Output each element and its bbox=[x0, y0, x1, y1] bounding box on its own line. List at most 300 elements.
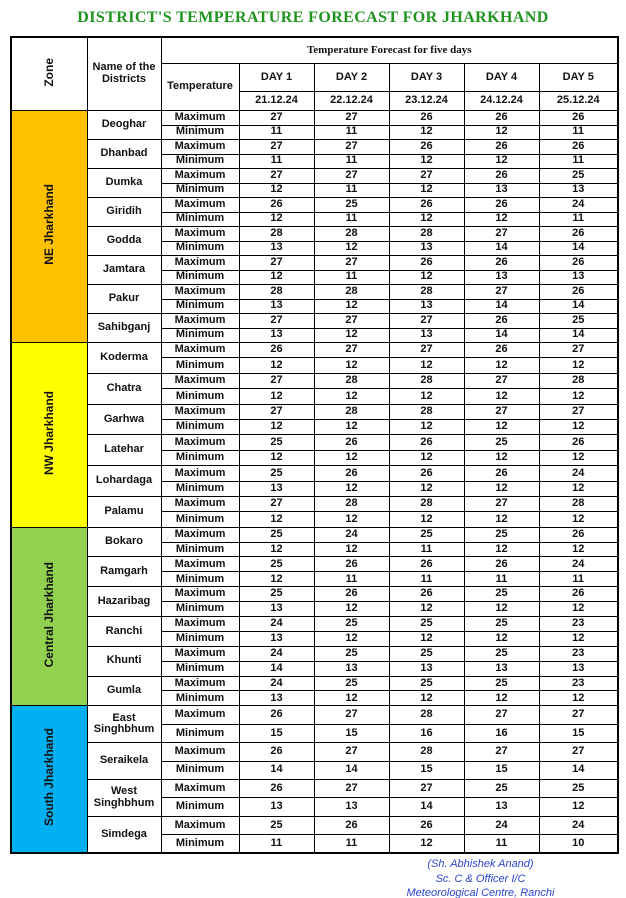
temp-value-day1: 13 bbox=[239, 798, 314, 816]
temp-value-day2: 13 bbox=[314, 798, 389, 816]
temp-value-day5: 12 bbox=[539, 358, 618, 373]
temp-value-day4: 13 bbox=[464, 661, 539, 676]
temp-value-day1: 12 bbox=[239, 212, 314, 227]
temp-value-day3: 16 bbox=[389, 724, 464, 742]
temp-value-day5: 12 bbox=[539, 631, 618, 646]
temp-row-label: Minimum bbox=[161, 183, 239, 198]
temp-value-day2: 12 bbox=[314, 299, 389, 314]
temp-value-day2: 28 bbox=[314, 373, 389, 388]
temp-value-day2: 12 bbox=[314, 481, 389, 496]
table-row bbox=[11, 743, 618, 761]
temp-value-day4: 27 bbox=[464, 373, 539, 388]
temp-value-day1: 13 bbox=[239, 631, 314, 646]
temp-value-day1: 11 bbox=[239, 125, 314, 140]
temp-value-day4: 26 bbox=[464, 314, 539, 329]
temp-row-label: Maximum bbox=[161, 256, 239, 271]
temp-value-day5: 14 bbox=[539, 241, 618, 256]
temp-value-day2: 25 bbox=[314, 646, 389, 661]
table-row bbox=[11, 343, 618, 358]
temp-value-day1: 24 bbox=[239, 646, 314, 661]
temp-row-label: Maximum bbox=[161, 557, 239, 572]
temp-value-day2: 27 bbox=[314, 111, 389, 126]
temp-value-day2: 26 bbox=[314, 816, 389, 834]
table-header bbox=[11, 37, 618, 111]
temp-row-label: Minimum bbox=[161, 835, 239, 853]
temp-value-day2: 11 bbox=[314, 212, 389, 227]
temp-value-day3: 26 bbox=[389, 435, 464, 450]
temp-value-day1: 12 bbox=[239, 572, 314, 587]
temp-value-day2: 12 bbox=[314, 389, 389, 404]
temp-value-day4: 12 bbox=[464, 125, 539, 140]
zone-label bbox=[11, 706, 87, 853]
temp-row-label: Minimum bbox=[161, 450, 239, 465]
temp-value-day1: 12 bbox=[239, 450, 314, 465]
temp-row-label: Maximum bbox=[161, 496, 239, 511]
temp-value-day5: 12 bbox=[539, 542, 618, 557]
temp-value-day5: 24 bbox=[539, 198, 618, 213]
temp-value-day4: 12 bbox=[464, 512, 539, 527]
temp-row-label: Maximum bbox=[161, 646, 239, 661]
temp-value-day5: 11 bbox=[539, 154, 618, 169]
temp-value-day4: 27 bbox=[464, 404, 539, 419]
temp-row-label: Maximum bbox=[161, 198, 239, 213]
temp-row-label: Maximum bbox=[161, 779, 239, 797]
temp-row-label: Minimum bbox=[161, 798, 239, 816]
temp-value-day5: 26 bbox=[539, 527, 618, 542]
zone-label-text: South Jharkhand bbox=[41, 728, 56, 827]
day-header-5: DAY 5 bbox=[539, 64, 618, 92]
temp-value-day4: 25 bbox=[464, 676, 539, 691]
district-name: Seraikela bbox=[87, 743, 161, 780]
temp-value-day3: 12 bbox=[389, 212, 464, 227]
temp-row-label: Maximum bbox=[161, 466, 239, 481]
temp-value-day2: 11 bbox=[314, 270, 389, 285]
temp-value-day1: 28 bbox=[239, 285, 314, 300]
temp-value-day1: 12 bbox=[239, 183, 314, 198]
temp-value-day5: 14 bbox=[539, 328, 618, 343]
temp-value-day2: 12 bbox=[314, 328, 389, 343]
temp-row-label: Maximum bbox=[161, 706, 239, 724]
temp-row-label: Minimum bbox=[161, 299, 239, 314]
temp-row-label: Minimum bbox=[161, 691, 239, 706]
zone-column-header bbox=[11, 37, 87, 111]
temp-row-label: Minimum bbox=[161, 389, 239, 404]
temp-value-day4: 26 bbox=[464, 256, 539, 271]
temp-row-label: Maximum bbox=[161, 676, 239, 691]
page-title: DISTRICT'S TEMPERATURE FORECAST FOR JHARKHAND bbox=[77, 9, 549, 26]
temp-value-day4: 14 bbox=[464, 241, 539, 256]
temp-value-day4: 11 bbox=[464, 835, 539, 853]
temp-value-day2: 27 bbox=[314, 314, 389, 329]
temp-value-day4: 25 bbox=[464, 527, 539, 542]
temp-value-day2: 24 bbox=[314, 527, 389, 542]
district-name: Simdega bbox=[87, 816, 161, 853]
temp-value-day4: 27 bbox=[464, 227, 539, 242]
temp-value-day2: 27 bbox=[314, 343, 389, 358]
date-header-4: 24.12.24 bbox=[464, 92, 539, 111]
temp-value-day3: 26 bbox=[389, 466, 464, 481]
temp-value-day3: 26 bbox=[389, 256, 464, 271]
temp-value-day4: 12 bbox=[464, 602, 539, 617]
temp-value-day5: 23 bbox=[539, 617, 618, 632]
table-row bbox=[11, 779, 618, 797]
temp-value-day3: 12 bbox=[389, 419, 464, 434]
temp-value-day1: 26 bbox=[239, 743, 314, 761]
temp-value-day5: 24 bbox=[539, 557, 618, 572]
temp-value-day2: 28 bbox=[314, 496, 389, 511]
temp-value-day5: 28 bbox=[539, 496, 618, 511]
district-name: Dumka bbox=[87, 169, 161, 198]
district-name: Jamtara bbox=[87, 256, 161, 285]
temp-value-day4: 12 bbox=[464, 212, 539, 227]
temp-value-day5: 12 bbox=[539, 798, 618, 816]
temp-value-day3: 12 bbox=[389, 631, 464, 646]
temp-value-day3: 25 bbox=[389, 676, 464, 691]
temp-value-day1: 27 bbox=[239, 373, 314, 388]
district-name: Garhwa bbox=[87, 404, 161, 435]
temp-value-day4: 16 bbox=[464, 724, 539, 742]
temp-value-day1: 27 bbox=[239, 169, 314, 184]
temp-value-day1: 27 bbox=[239, 404, 314, 419]
temp-value-day2: 13 bbox=[314, 661, 389, 676]
temp-row-label: Maximum bbox=[161, 169, 239, 184]
temp-value-day3: 12 bbox=[389, 358, 464, 373]
temp-value-day5: 23 bbox=[539, 646, 618, 661]
temp-value-day1: 13 bbox=[239, 299, 314, 314]
date-header-5: 25.12.24 bbox=[539, 92, 618, 111]
temp-value-day4: 27 bbox=[464, 743, 539, 761]
signature-block bbox=[363, 857, 598, 898]
temp-value-day3: 28 bbox=[389, 743, 464, 761]
temp-value-day3: 12 bbox=[389, 270, 464, 285]
temp-value-day3: 13 bbox=[389, 241, 464, 256]
temp-value-day3: 12 bbox=[389, 835, 464, 853]
temp-value-day2: 27 bbox=[314, 169, 389, 184]
temp-row-label: Minimum bbox=[161, 481, 239, 496]
temp-value-day2: 27 bbox=[314, 256, 389, 271]
temp-value-day2: 26 bbox=[314, 557, 389, 572]
temp-value-day5: 27 bbox=[539, 343, 618, 358]
table-body bbox=[11, 111, 618, 854]
temp-value-day5: 26 bbox=[539, 140, 618, 155]
district-name: Chatra bbox=[87, 373, 161, 404]
temp-value-day5: 15 bbox=[539, 724, 618, 742]
temp-value-day5: 24 bbox=[539, 816, 618, 834]
temp-value-day2: 12 bbox=[314, 358, 389, 373]
signature-name: (Sh. Abhishek Anand) bbox=[427, 858, 534, 870]
temp-value-day5: 12 bbox=[539, 419, 618, 434]
district-name: Ramgarh bbox=[87, 557, 161, 587]
table-row bbox=[11, 314, 618, 329]
temp-value-day3: 13 bbox=[389, 661, 464, 676]
temp-value-day4: 13 bbox=[464, 270, 539, 285]
temp-value-day5: 27 bbox=[539, 706, 618, 724]
temp-value-day1: 24 bbox=[239, 617, 314, 632]
temp-value-day4: 12 bbox=[464, 154, 539, 169]
temp-row-label: Minimum bbox=[161, 328, 239, 343]
temp-value-day1: 25 bbox=[239, 557, 314, 572]
date-header-1: 21.12.24 bbox=[239, 92, 314, 111]
table-row bbox=[11, 404, 618, 419]
temp-value-day1: 14 bbox=[239, 761, 314, 779]
day-header-3: DAY 3 bbox=[389, 64, 464, 92]
temp-value-day5: 26 bbox=[539, 111, 618, 126]
temp-value-day4: 12 bbox=[464, 358, 539, 373]
temp-value-day3: 25 bbox=[389, 646, 464, 661]
table-row bbox=[11, 435, 618, 450]
table-row bbox=[11, 706, 618, 724]
temp-value-day1: 13 bbox=[239, 328, 314, 343]
temp-row-label: Minimum bbox=[161, 125, 239, 140]
temp-row-label: Minimum bbox=[161, 241, 239, 256]
table-row bbox=[11, 285, 618, 300]
temp-value-day4: 12 bbox=[464, 542, 539, 557]
table-row bbox=[11, 373, 618, 388]
temp-row-label: Maximum bbox=[161, 617, 239, 632]
temp-value-day1: 11 bbox=[239, 154, 314, 169]
district-name: Latehar bbox=[87, 435, 161, 466]
district-name: Sahibganj bbox=[87, 314, 161, 343]
temp-value-day1: 26 bbox=[239, 779, 314, 797]
temp-row-label: Maximum bbox=[161, 816, 239, 834]
table-row bbox=[11, 676, 618, 691]
temp-value-day1: 25 bbox=[239, 435, 314, 450]
district-name: Ranchi bbox=[87, 617, 161, 647]
table-row bbox=[11, 198, 618, 213]
district-name: Palamu bbox=[87, 496, 161, 527]
signature-title: Sc. C & Officer I/C bbox=[435, 872, 526, 885]
temp-value-day2: 15 bbox=[314, 724, 389, 742]
temp-value-day1: 11 bbox=[239, 835, 314, 853]
district-name: Bokaro bbox=[87, 527, 161, 557]
temp-value-day4: 25 bbox=[464, 435, 539, 450]
temp-value-day5: 12 bbox=[539, 389, 618, 404]
district-name: Giridih bbox=[87, 198, 161, 227]
district-name: Gumla bbox=[87, 676, 161, 706]
temp-value-day2: 12 bbox=[314, 512, 389, 527]
temp-value-day4: 27 bbox=[464, 496, 539, 511]
temp-row-label: Minimum bbox=[161, 270, 239, 285]
table-row bbox=[11, 617, 618, 632]
temp-value-day1: 26 bbox=[239, 706, 314, 724]
temp-value-day5: 25 bbox=[539, 779, 618, 797]
temp-value-day3: 13 bbox=[389, 299, 464, 314]
temp-value-day5: 26 bbox=[539, 587, 618, 602]
temp-value-day2: 28 bbox=[314, 404, 389, 419]
temp-value-day1: 28 bbox=[239, 227, 314, 242]
temp-value-day2: 26 bbox=[314, 466, 389, 481]
temp-value-day5: 13 bbox=[539, 270, 618, 285]
temp-value-day1: 13 bbox=[239, 602, 314, 617]
temp-value-day3: 26 bbox=[389, 140, 464, 155]
temp-value-day1: 14 bbox=[239, 661, 314, 676]
temp-value-day3: 27 bbox=[389, 314, 464, 329]
temp-row-label: Minimum bbox=[161, 631, 239, 646]
temp-value-day1: 12 bbox=[239, 419, 314, 434]
table-row bbox=[11, 111, 618, 126]
table-row bbox=[11, 496, 618, 511]
temp-value-day1: 27 bbox=[239, 111, 314, 126]
temp-value-day1: 27 bbox=[239, 496, 314, 511]
temp-value-day2: 12 bbox=[314, 450, 389, 465]
district-column-header: Name of the Districts bbox=[87, 37, 161, 111]
temp-value-day2: 25 bbox=[314, 198, 389, 213]
temp-row-label: Maximum bbox=[161, 404, 239, 419]
table-row bbox=[11, 527, 618, 542]
temp-value-day3: 12 bbox=[389, 691, 464, 706]
temp-value-day3: 25 bbox=[389, 527, 464, 542]
temp-row-label: Minimum bbox=[161, 419, 239, 434]
temp-value-day1: 12 bbox=[239, 270, 314, 285]
temp-value-day2: 27 bbox=[314, 743, 389, 761]
temp-value-day3: 13 bbox=[389, 328, 464, 343]
temp-value-day3: 26 bbox=[389, 198, 464, 213]
temp-value-day5: 24 bbox=[539, 466, 618, 481]
temp-value-day4: 26 bbox=[464, 169, 539, 184]
temp-value-day4: 12 bbox=[464, 419, 539, 434]
temp-row-label: Maximum bbox=[161, 314, 239, 329]
temp-value-day3: 12 bbox=[389, 481, 464, 496]
temp-value-day4: 12 bbox=[464, 389, 539, 404]
temp-value-day5: 13 bbox=[539, 183, 618, 198]
temp-value-day1: 26 bbox=[239, 198, 314, 213]
temp-value-day3: 28 bbox=[389, 227, 464, 242]
temp-row-label: Maximum bbox=[161, 435, 239, 450]
temp-value-day4: 25 bbox=[464, 646, 539, 661]
temp-value-day5: 12 bbox=[539, 481, 618, 496]
temp-value-day2: 12 bbox=[314, 419, 389, 434]
temp-value-day5: 12 bbox=[539, 512, 618, 527]
temp-row-label: Maximum bbox=[161, 587, 239, 602]
district-name: Deoghar bbox=[87, 111, 161, 140]
zone-label bbox=[11, 343, 87, 528]
temp-row-label: Minimum bbox=[161, 154, 239, 169]
signature-office: Meteorological Centre, Ranchi bbox=[406, 887, 555, 898]
temp-row-label: Maximum bbox=[161, 373, 239, 388]
temp-value-day3: 27 bbox=[389, 343, 464, 358]
temp-value-day2: 12 bbox=[314, 631, 389, 646]
temp-value-day3: 15 bbox=[389, 761, 464, 779]
temp-value-day1: 27 bbox=[239, 256, 314, 271]
temp-value-day2: 28 bbox=[314, 227, 389, 242]
temp-value-day1: 26 bbox=[239, 343, 314, 358]
temp-value-day4: 26 bbox=[464, 111, 539, 126]
temp-value-day5: 14 bbox=[539, 761, 618, 779]
temp-value-day3: 28 bbox=[389, 706, 464, 724]
temp-value-day1: 12 bbox=[239, 358, 314, 373]
temp-value-day4: 26 bbox=[464, 557, 539, 572]
temp-value-day3: 28 bbox=[389, 404, 464, 419]
temp-value-day5: 12 bbox=[539, 602, 618, 617]
temp-value-day1: 13 bbox=[239, 481, 314, 496]
temp-value-day4: 11 bbox=[464, 572, 539, 587]
zone-label-text: Central Jharkhand bbox=[41, 562, 56, 668]
temp-value-day4: 12 bbox=[464, 691, 539, 706]
day-header-1: DAY 1 bbox=[239, 64, 314, 92]
temp-value-day4: 13 bbox=[464, 183, 539, 198]
table-row bbox=[11, 557, 618, 572]
temp-value-day1: 25 bbox=[239, 466, 314, 481]
table-row bbox=[11, 587, 618, 602]
temp-value-day1: 13 bbox=[239, 691, 314, 706]
temp-row-label: Maximum bbox=[161, 343, 239, 358]
temp-value-day1: 13 bbox=[239, 241, 314, 256]
temp-value-day5: 12 bbox=[539, 691, 618, 706]
temp-value-day3: 12 bbox=[389, 183, 464, 198]
zone-label-text: NE Jharkhand bbox=[41, 184, 56, 266]
date-header-3: 23.12.24 bbox=[389, 92, 464, 111]
temp-row-label: Minimum bbox=[161, 661, 239, 676]
temp-value-day5: 27 bbox=[539, 404, 618, 419]
table-row bbox=[11, 256, 618, 271]
temp-value-day2: 11 bbox=[314, 154, 389, 169]
district-name: Lohardaga bbox=[87, 466, 161, 497]
temp-row-label: Maximum bbox=[161, 140, 239, 155]
temp-value-day3: 12 bbox=[389, 389, 464, 404]
temp-row-label: Minimum bbox=[161, 358, 239, 373]
temp-value-day2: 11 bbox=[314, 125, 389, 140]
temp-value-day5: 11 bbox=[539, 212, 618, 227]
temp-value-day2: 27 bbox=[314, 706, 389, 724]
temp-value-day5: 27 bbox=[539, 743, 618, 761]
district-name: West Singhbhum bbox=[87, 779, 161, 816]
temp-value-day4: 14 bbox=[464, 299, 539, 314]
temp-value-day4: 27 bbox=[464, 706, 539, 724]
temp-row-label: Maximum bbox=[161, 743, 239, 761]
temp-value-day2: 11 bbox=[314, 572, 389, 587]
temp-value-day5: 10 bbox=[539, 835, 618, 853]
temp-value-day1: 27 bbox=[239, 140, 314, 155]
temp-value-day4: 26 bbox=[464, 466, 539, 481]
temp-value-day5: 26 bbox=[539, 285, 618, 300]
day-header-2: DAY 2 bbox=[314, 64, 389, 92]
temp-value-day1: 27 bbox=[239, 314, 314, 329]
temp-value-day5: 23 bbox=[539, 676, 618, 691]
temp-value-day4: 26 bbox=[464, 343, 539, 358]
table-row bbox=[11, 140, 618, 155]
temp-value-day5: 11 bbox=[539, 572, 618, 587]
temp-value-day2: 12 bbox=[314, 691, 389, 706]
temp-value-day2: 27 bbox=[314, 140, 389, 155]
temp-value-day3: 28 bbox=[389, 285, 464, 300]
temp-value-day3: 12 bbox=[389, 450, 464, 465]
district-name: Khunti bbox=[87, 646, 161, 676]
temp-value-day3: 27 bbox=[389, 169, 464, 184]
temp-value-day3: 12 bbox=[389, 154, 464, 169]
temp-value-day1: 25 bbox=[239, 527, 314, 542]
temp-row-label: Minimum bbox=[161, 724, 239, 742]
temp-value-day3: 25 bbox=[389, 617, 464, 632]
temp-row-label: Minimum bbox=[161, 602, 239, 617]
temp-value-day4: 13 bbox=[464, 798, 539, 816]
temp-row-label: Maximum bbox=[161, 527, 239, 542]
temp-value-day2: 12 bbox=[314, 542, 389, 557]
temp-value-day4: 12 bbox=[464, 481, 539, 496]
zone-label-text: NW Jharkhand bbox=[41, 391, 56, 476]
table-row bbox=[11, 227, 618, 242]
temp-value-day2: 27 bbox=[314, 779, 389, 797]
temp-value-day4: 15 bbox=[464, 761, 539, 779]
temp-value-day4: 24 bbox=[464, 816, 539, 834]
temp-value-day2: 26 bbox=[314, 587, 389, 602]
temp-value-day5: 12 bbox=[539, 450, 618, 465]
temp-value-day5: 26 bbox=[539, 227, 618, 242]
temp-value-day4: 14 bbox=[464, 328, 539, 343]
temp-value-day4: 26 bbox=[464, 140, 539, 155]
district-name: Pakur bbox=[87, 285, 161, 314]
temp-value-day3: 28 bbox=[389, 373, 464, 388]
temp-value-day5: 25 bbox=[539, 169, 618, 184]
